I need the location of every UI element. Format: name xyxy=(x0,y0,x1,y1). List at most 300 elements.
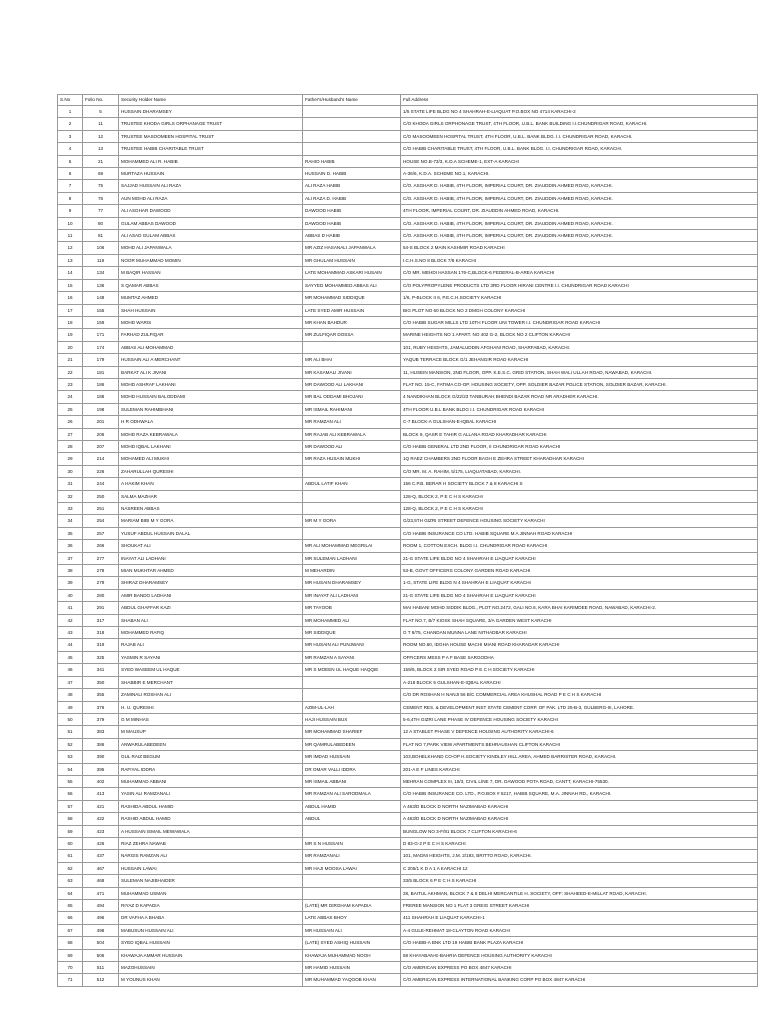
address-cell: 21-G STATE LIFE BLDG NO 4 SHAHRAH E LIAQUAT KARACHI xyxy=(401,589,758,601)
table-row xyxy=(58,639,758,651)
address-cell: C/O AMERICAN EXPRESS INTERNATIONAL BANKING CORP PO BOX 4847 KARACHI xyxy=(401,974,758,986)
folio-cell: 206 xyxy=(83,428,119,440)
table-row xyxy=(58,974,758,986)
sno-cell: 52 xyxy=(58,738,83,750)
address-cell: BIG PLOT NO 60 BLOCK NO 2 DMGH COLONY KARACHI xyxy=(401,304,758,316)
folio-cell: 512 xyxy=(83,974,119,986)
address-cell: G T 8/75, CHANDAN MUNNA LANE NITHADBAR KARACHI xyxy=(401,627,758,639)
folio-cell: 421 xyxy=(83,800,119,812)
holder-name-cell: MOHD WARIS xyxy=(119,316,303,328)
folio-cell: 386 xyxy=(83,738,119,750)
table-row xyxy=(58,143,758,155)
table-row xyxy=(58,689,758,701)
sno-cell: 38 xyxy=(58,565,83,577)
folio-cell: 467 xyxy=(83,862,119,874)
address-cell: 33/5 BLOCK 6 P E C H S KARACHI xyxy=(401,875,758,887)
holder-name-cell: BARKAT ALI K JIVANI xyxy=(119,366,303,378)
father-name-cell xyxy=(303,106,401,118)
father-name-cell: MR DAWOOD ALI LAKHANI xyxy=(303,378,401,390)
folio-cell: 471 xyxy=(83,887,119,899)
holder-name-cell: RAFIYAL IDDRA xyxy=(119,763,303,775)
holder-name-cell: MUMTAZ AHMED xyxy=(119,292,303,304)
address-cell: C/O. ASGHAR D. HABIB, 4TH FLOOR, IMPERIAL COURT, DR. ZIAUDDIN AHMED ROAD, KARACHI. xyxy=(401,217,758,229)
sno-cell: 4 xyxy=(58,143,83,155)
father-name-cell xyxy=(303,825,401,837)
address-cell: 128-Q, BLOCK 2, P E C H S KARACHI xyxy=(401,490,758,502)
father-name-cell xyxy=(303,143,401,155)
shareholder-register-sheet xyxy=(57,94,758,987)
sno-header: S.No xyxy=(58,95,83,106)
sno-cell: 45 xyxy=(58,651,83,663)
holder-name-cell: M BAQIR HASSAN xyxy=(119,267,303,279)
sno-cell: 64 xyxy=(58,887,83,899)
folio-cell: 148 xyxy=(83,292,119,304)
table-row xyxy=(58,676,758,688)
address-cell: 128-Q, BLOCK 2, P E C H S KARACHI xyxy=(401,503,758,515)
folio-header: Folio No. xyxy=(83,95,119,106)
folio-cell: 80 xyxy=(83,217,119,229)
father-name-cell: LATE ABBAS BHOY xyxy=(303,912,401,924)
holder-name-cell: A HUSSAIN ISMAIL MEWAWALA xyxy=(119,825,303,837)
header-row xyxy=(58,95,758,106)
father-name-cell: MR KHAN BAHDUR xyxy=(303,316,401,328)
holder-name-cell: INAYAT ALI LADHANI xyxy=(119,552,303,564)
father-name-cell: HUSSAIN D. HABIB xyxy=(303,168,401,180)
holder-name-cell: FARHAD ZULFIQAR xyxy=(119,329,303,341)
folio-cell: 341 xyxy=(83,664,119,676)
table-row xyxy=(58,292,758,304)
holder-name-cell: SULEMAN NAJIBHAIDER xyxy=(119,875,303,887)
folio-cell: 207 xyxy=(83,440,119,452)
sno-cell: 29 xyxy=(58,453,83,465)
address-cell: 1Q RAEZ CHAMBERS 2ND FLOOR BAGH E ZEHRA STREET KHARADHAR KARACHI xyxy=(401,453,758,465)
table-row xyxy=(58,391,758,403)
table-row xyxy=(58,465,758,477)
folio-cell: 383 xyxy=(83,726,119,738)
table-row xyxy=(58,316,758,328)
father-name-cell xyxy=(303,875,401,887)
father-name-cell: MR MOHAMMED ALI xyxy=(303,614,401,626)
address-cell: C/O. ASGHAR D. HABIB, 4TH FLOOR, IMPERIAL COURT, DR. ZIAUDDIN AHMED ROAD, KARACHI. xyxy=(401,192,758,204)
sno-cell: 3 xyxy=(58,130,83,142)
address-cell: 4 NANDIKHAN BLOCK G/22/23 TANBURAH BHENDI BAZAR ROAD NR ARADHER KARACHI. xyxy=(401,391,758,403)
folio-cell: 511 xyxy=(83,962,119,974)
folio-cell: 13 xyxy=(83,143,119,155)
folio-cell: 251 xyxy=(83,503,119,515)
table-row xyxy=(58,651,758,663)
father-name-cell: MR RAJAB ALI KEBRAWALA xyxy=(303,428,401,440)
address-cell: 12 A STABLET PHASE V DEFENCE HOUSING AUTHORITY KARACHI-6 xyxy=(401,726,758,738)
folio-cell: 244 xyxy=(83,478,119,490)
address-cell: C/O HABIB INSURANCE CO LTD. HABIB SQUARE M A JINNAH ROAD KARACHI xyxy=(401,527,758,539)
holder-name-cell: YASMIN R SAYANI xyxy=(119,651,303,663)
father-name-cell: DR OMAR VALLI IDDRA xyxy=(303,763,401,775)
holder-name-cell: MAZOHUSSAIN xyxy=(119,962,303,974)
sno-cell: 5 xyxy=(58,155,83,167)
address-cell: C/O POLYPROPYLENE PRODUCTS LTD 3RD FLOOR HIRANI CENTRE I.I. CHUNDRIGAR ROAD KARACHI xyxy=(401,279,758,291)
table-row xyxy=(58,788,758,800)
folio-cell: 188 xyxy=(83,391,119,403)
holder-name-cell: MOHD IQBAL LAKHANI xyxy=(119,440,303,452)
father-name-cell: MR TAYOOB xyxy=(303,602,401,614)
table-row xyxy=(58,329,758,341)
holder-name-cell: MOHAMMED RAFIQ xyxy=(119,627,303,639)
sno-cell: 22 xyxy=(58,366,83,378)
sno-cell: 70 xyxy=(58,962,83,974)
sno-cell: 47 xyxy=(58,676,83,688)
address-cell: BUNGLOW NO 3-F/81 BLOCK 7 CLIFTON KARACHI-6 xyxy=(401,825,758,837)
holder-name-cell: MOHAMMED ALI R. HABIB xyxy=(119,155,303,167)
father-name-cell: MR HAJI MOOSA LAWAI xyxy=(303,862,401,874)
folio-cell: 278 xyxy=(83,565,119,577)
address-cell: 4TH FLOOR, IMPERIAL COURT, DR. ZIAUDDIN AHMED ROAD, KARACHI. xyxy=(401,205,758,217)
sno-cell: 39 xyxy=(58,577,83,589)
sno-cell: 49 xyxy=(58,701,83,713)
address-cell: 53-B, GOVT OFFICERS COLONY GARDEN ROAD KARACHI xyxy=(401,565,758,577)
sno-cell: 43 xyxy=(58,627,83,639)
table-row xyxy=(58,168,758,180)
father-name-cell: AZIM-UL-LAH xyxy=(303,701,401,713)
father-name-cell xyxy=(303,689,401,701)
table-row xyxy=(58,192,758,204)
folio-cell: 422 xyxy=(83,813,119,825)
father-name-cell: MR ISMAIL ABBANI xyxy=(303,775,401,787)
holder-name-cell: ZAMINALI ROSHAN ALI xyxy=(119,689,303,701)
table-row xyxy=(58,217,758,229)
table-row xyxy=(58,354,758,366)
table-row xyxy=(58,800,758,812)
sno-cell: 41 xyxy=(58,602,83,614)
holder-name-cell: H. U. QURESHI xyxy=(119,701,303,713)
folio-cell: 171 xyxy=(83,329,119,341)
father-name-cell: SAYYED MOHAMMED ABBAS ALI xyxy=(303,279,401,291)
father-name-cell: MR MUHAMMAD YAQOOB KHAN xyxy=(303,974,401,986)
holder-name-cell: ABDUL GHAFFAR KAZI xyxy=(119,602,303,614)
address-cell: C/O HABIB INSURANCE CO. LTD., P.O.BOX # 5217, HABIB SQUARE, M.A. JINNAH RD., KARACHI. xyxy=(401,788,758,800)
sno-cell: 58 xyxy=(58,813,83,825)
father-name-cell: MR QAMRULABEDEEN xyxy=(303,738,401,750)
sno-cell: 40 xyxy=(58,589,83,601)
sno-cell: 14 xyxy=(58,267,83,279)
folio-cell: 214 xyxy=(83,453,119,465)
father-name-cell: LATE MOHAMMAD ASKARI HUSAIN xyxy=(303,267,401,279)
holder-name-cell: TRUSTEE KHODA GIRLS ORPHANAGE TRUST xyxy=(119,118,303,130)
folio-cell: 390 xyxy=(83,751,119,763)
table-row xyxy=(58,726,758,738)
table-row xyxy=(58,503,758,515)
address-cell: A-4 GULE-REHMAT 18-CLAYTON ROAD KARACHI xyxy=(401,924,758,936)
folio-cell: 136 xyxy=(83,279,119,291)
father-name-cell: MR RAMZAN ALI xyxy=(303,416,401,428)
address-cell: C/O AMERICAN EXPRESS PO BOX 4847 KARACHI xyxy=(401,962,758,974)
folio-cell: 376 xyxy=(83,701,119,713)
holder-name-cell: MOHD ALI JAPANWALA xyxy=(119,242,303,254)
sno-cell: 42 xyxy=(58,614,83,626)
holder-name-cell: RIAZ ZEHRA NAWAB xyxy=(119,837,303,849)
sno-cell: 56 xyxy=(58,788,83,800)
sno-cell: 61 xyxy=(58,850,83,862)
father-name-cell: MR ZULFIQAR DOSSA xyxy=(303,329,401,341)
father-name-cell: MR M Y GORA xyxy=(303,515,401,527)
table-row xyxy=(58,267,758,279)
address-cell: A 463/D BLOCK D NORTH NAZIMABAD KARACHI xyxy=(401,813,758,825)
father-name-cell: MR AZIZ HASANALI JAPANWALA xyxy=(303,242,401,254)
address-cell: 5-6,4TH GIZRI LANE PHASE IV DEFENCE HOUSING SOCIETY KARACHI xyxy=(401,713,758,725)
folio-cell: 504 xyxy=(83,937,119,949)
father-name-cell: MR RAMZAN ALI SARODMALA xyxy=(303,788,401,800)
address-cell: A-218 BLOCK 5 GULSHAN-E-IQBAL KARACHI xyxy=(401,676,758,688)
table-row xyxy=(58,130,758,142)
father-name-cell: MR ALI MOHAMMAD MEGRILAI xyxy=(303,540,401,552)
sno-cell: 27 xyxy=(58,428,83,440)
address-cell: C-7 BLOCK-A GULSHAN-E-IQBAL KARACHI xyxy=(401,416,758,428)
table-row xyxy=(58,106,758,118)
holder-name-cell: SULEMAN RAHIMBHANI xyxy=(119,403,303,415)
sno-cell: 24 xyxy=(58,391,83,403)
address-cell: G/23,5TH GIZRI STREET DEFENCE HOUSING SOCIETY KARACHI xyxy=(401,515,758,527)
address-cell: 103,BOHELKHAND CO-OP H.SOCIETY KINDLEY HILL AREA, AHMED BARRISTER ROAD, KARACHI. xyxy=(401,751,758,763)
father-name-cell: ALI RAZA D. HABIB xyxy=(303,192,401,204)
folio-cell: 181 xyxy=(83,366,119,378)
holder-name-header: Security Holder Name xyxy=(119,95,303,106)
address-cell: 1/6, P-BLOCK II 6, P.E.C.H.SOCIETY KARACHI xyxy=(401,292,758,304)
table-row xyxy=(58,378,758,390)
holder-name-cell: DR VAFHA A BHABA xyxy=(119,912,303,924)
table-row xyxy=(58,627,758,639)
sno-cell: 23 xyxy=(58,378,83,390)
sno-cell: 20 xyxy=(58,341,83,353)
table-row xyxy=(58,937,758,949)
father-name-cell: MR SIDDIQUE xyxy=(303,627,401,639)
address-cell: C/O. ASGHAR D. HABIB, 4TH FLOOR, IMPERIAL COURT, DR. ZIAUDDIN AHMED ROAD, KARACHI. xyxy=(401,230,758,242)
holder-name-cell: SHIRAZ DHARAMSEY xyxy=(119,577,303,589)
folio-cell: 174 xyxy=(83,341,119,353)
holder-name-cell: MOHD HUSSAIN BALODDAMI xyxy=(119,391,303,403)
father-name-cell: (LATE) SYED ASHIQ HUSSAIN xyxy=(303,937,401,949)
holder-name-cell: SHOUKAT ALI xyxy=(119,540,303,552)
holder-name-cell: ANWARULABEDEEN xyxy=(119,738,303,750)
father-name-cell: ABDUL HAMID xyxy=(303,800,401,812)
table-row xyxy=(58,428,758,440)
table-row xyxy=(58,912,758,924)
table-row xyxy=(58,205,758,217)
table-row xyxy=(58,577,758,589)
sno-cell: 31 xyxy=(58,478,83,490)
folio-cell: 257 xyxy=(83,527,119,539)
folio-cell: 426 xyxy=(83,837,119,849)
father-name-cell: MR S MOEEN UL HAQUE HAQQIE xyxy=(303,664,401,676)
sno-cell: 8 xyxy=(58,192,83,204)
table-row xyxy=(58,304,758,316)
father-name-cell: MR ISMAIL RAHIMANI xyxy=(303,403,401,415)
father-name-cell xyxy=(303,118,401,130)
address-cell: 101, MADNI HEIGHTS, J.M. 2/193, BRITTO ROAD, KARACHI. xyxy=(401,850,758,862)
sno-cell: 54 xyxy=(58,763,83,775)
sno-cell: 50 xyxy=(58,713,83,725)
table-row xyxy=(58,900,758,912)
sno-cell: 10 xyxy=(58,217,83,229)
holder-name-cell: RASHID ABDUL HAMID xyxy=(119,813,303,825)
table-row xyxy=(58,589,758,601)
address-cell: C/O MASOOMEEN HOSPITAL TRUST, 4TH FLOOR, U.B.L. BANK BLDG. I.I. CHUNDRIGAR ROAD, KARACHI. xyxy=(401,130,758,142)
holder-name-cell: NARGIS RAMZAN ALI xyxy=(119,850,303,862)
table-row xyxy=(58,875,758,887)
table-row xyxy=(58,565,758,577)
holder-name-cell: NOOR MUHAMMAD MOMIN xyxy=(119,254,303,266)
address-cell: C/O DR ROSHAN H NANJI 56 B/C COMMERCIAL AREA KHUSHAL ROAD P E C H S KARACHI xyxy=(401,689,758,701)
sno-cell: 55 xyxy=(58,775,83,787)
father-name-cell: KHAWAJA MUHAMMAD NOOH xyxy=(303,949,401,961)
address-cell: ROOM NO.60, IDGHA HOUSE MACHI MIANI ROAD KHARADAR KARACHI xyxy=(401,639,758,651)
folio-cell: 134 xyxy=(83,267,119,279)
table-row xyxy=(58,155,758,167)
holder-name-cell: A HAKIM KHAN xyxy=(119,478,303,490)
folio-cell: 402 xyxy=(83,775,119,787)
sno-cell: 66 xyxy=(58,912,83,924)
address-cell: 1/5 STATE LIFE BLDG NO 4 SHAHRAH-E-LIAQUAT P.O.BOX NO 4714 KARACHI-2 xyxy=(401,106,758,118)
holder-name-cell: TRUSTEE HABIB CHARITABLE TRUST xyxy=(119,143,303,155)
sno-cell: 6 xyxy=(58,168,83,180)
folio-cell: 379 xyxy=(83,713,119,725)
table-row xyxy=(58,924,758,936)
address-cell: 4TH FLOOR U.B.L BANK BLDG I.I. CHUNDRIGAR ROAD KARACHI xyxy=(401,403,758,415)
address-cell: 1-G, STATE LIFE BLDG N 4 SHAHRAH E LIAQUAT KARACHI xyxy=(401,577,758,589)
folio-cell: 413 xyxy=(83,788,119,800)
address-cell: ROOM 1, COTTON EXCH. BLDG I.I. CHUNDRIGAR ROAD KARACHI xyxy=(401,540,758,552)
folio-cell: 226 xyxy=(83,465,119,477)
folio-cell: 68 xyxy=(83,168,119,180)
table-row xyxy=(58,416,758,428)
address-cell: 411 SHAHRAH E LIAQUAT KARACHI-1 xyxy=(401,912,758,924)
folio-cell: 11 xyxy=(83,118,119,130)
father-name-cell: MR MOHAMMAD SHARIEF xyxy=(303,726,401,738)
table-row xyxy=(58,701,758,713)
father-name-cell: DAWOOD HABIB xyxy=(303,217,401,229)
folio-cell: 423 xyxy=(83,825,119,837)
folio-cell: 250 xyxy=(83,490,119,502)
table-body xyxy=(58,106,758,987)
folio-cell: 12 xyxy=(83,130,119,142)
folio-cell: 254 xyxy=(83,515,119,527)
father-name-cell: MR HAMID HUSSAIN xyxy=(303,962,401,974)
father-name-header: Father's/Husband's Name xyxy=(303,95,401,106)
holder-name-cell: SAJJAD HUSSAIN ALI RAZA xyxy=(119,180,303,192)
folio-cell: 119 xyxy=(83,254,119,266)
holder-name-cell: H R ODHWALA xyxy=(119,416,303,428)
sno-cell: 7 xyxy=(58,180,83,192)
table-row xyxy=(58,751,758,763)
holder-name-cell: NASREEN ABBAS xyxy=(119,503,303,515)
folio-cell: 506 xyxy=(83,949,119,961)
folio-cell: 106 xyxy=(83,242,119,254)
table-row xyxy=(58,552,758,564)
address-cell: C/O KHODA GIRLS ORPHONAGE TRUST, 4TH FLOOR, U.B.L. BANK BUILDING I.I.CHUNDRIGAR ROAD, KARACHI. xyxy=(401,118,758,130)
table-row xyxy=(58,527,758,539)
table-row xyxy=(58,254,758,266)
holder-name-cell: M MAUSUP xyxy=(119,726,303,738)
sno-cell: 37 xyxy=(58,552,83,564)
sno-cell: 62 xyxy=(58,862,83,874)
father-name-cell: MR MOHAMMAD SIDDIQUE xyxy=(303,292,401,304)
holder-name-cell: GUL RAIZ BEGUM xyxy=(119,751,303,763)
address-cell: MARINE HEIGHTS NO 1 APART. NO 402 G-2, BLOCK NO 2 CLIFTON KARACHI xyxy=(401,329,758,341)
address-cell: 28, BAITUL AKHMAN, BLOCK 7 & 8 DELHI MERCANTILE H. SOCIETY, OFF: SHAHEED-E-MILLAT ROAD, KARACHI. xyxy=(401,887,758,899)
sno-cell: 71 xyxy=(58,974,83,986)
holder-name-cell: AMIR BANDO LADHANI xyxy=(119,589,303,601)
father-name-cell: MR SULEMAN LADHANI xyxy=(303,552,401,564)
holder-name-cell: RASHIDA ABDUL HAMID xyxy=(119,800,303,812)
father-name-cell: MR S N HUSSAIN xyxy=(303,837,401,849)
sno-cell: 26 xyxy=(58,416,83,428)
table-row xyxy=(58,763,758,775)
address-cell: HOUSE NO.B-73/3, K.D.A SCHEME-1, EXT-A KARACHI xyxy=(401,155,758,167)
holder-name-cell: MOHAMED ALI MUKHI xyxy=(119,453,303,465)
folio-cell: 75 xyxy=(83,180,119,192)
sno-cell: 67 xyxy=(58,924,83,936)
folio-cell: 186 xyxy=(83,378,119,390)
father-name-cell xyxy=(303,341,401,353)
holder-name-cell: SHABBIR E MERCHANT xyxy=(119,676,303,688)
father-name-cell: RAHIO HABIB xyxy=(303,155,401,167)
holder-name-cell: ALI ASAD GULAM ABBAS xyxy=(119,230,303,242)
sno-cell: 13 xyxy=(58,254,83,266)
holder-name-cell: SYED WASEEM UL HAQUE xyxy=(119,664,303,676)
holder-name-cell: RAJAB ALI xyxy=(119,639,303,651)
sno-cell: 32 xyxy=(58,490,83,502)
sno-cell: 44 xyxy=(58,639,83,651)
holder-name-cell: SHAH HUSSAIN xyxy=(119,304,303,316)
holder-name-cell: ZAHARULLAH QURESHI xyxy=(119,465,303,477)
folio-cell: 494 xyxy=(83,900,119,912)
table-row xyxy=(58,887,758,899)
address-cell: 11, HUSEIN MANSION, 2ND FLOOR, OPP. K.E.S.C. GRID STATION, SHAH WALI ULLAH ROAD, NAWABAD, KARACHI. xyxy=(401,366,758,378)
holder-name-cell: G M MINHAS xyxy=(119,713,303,725)
father-name-cell xyxy=(303,465,401,477)
folio-cell: 291 xyxy=(83,602,119,614)
father-name-cell: MR ALI BHAI xyxy=(303,354,401,366)
sno-cell: 63 xyxy=(58,875,83,887)
table-row xyxy=(58,403,758,415)
address-cell: FLAT NO.7, B/7 KIOSK SHAH SQUARE, 3/A GARDEN WEST KARACHI xyxy=(401,614,758,626)
address-cell: 54-S BLOCK 2 MAIN KASHMIR ROAD KARACHI xyxy=(401,242,758,254)
holder-name-cell: SHABAN ALI xyxy=(119,614,303,626)
table-row xyxy=(58,837,758,849)
table-row xyxy=(58,515,758,527)
table-row xyxy=(58,614,758,626)
sno-cell: 57 xyxy=(58,800,83,812)
folio-cell: 277 xyxy=(83,552,119,564)
sno-cell: 28 xyxy=(58,440,83,452)
folio-cell: 159 xyxy=(83,316,119,328)
holder-name-cell: MABUSUN HUSSAIN ALI xyxy=(119,924,303,936)
folio-cell: 395 xyxy=(83,763,119,775)
folio-cell: 201 xyxy=(83,416,119,428)
address-cell: C/O MR. M. A. RAHIM, 5/175, LIAQUATABAD, KARACHI. xyxy=(401,465,758,477)
address-cell: MAI HABANI MOHD SIDDIK BLDG., PLOT NO.2472, GALI NO.6, KARA BHAI KARIMDEE ROAD, NAWABAD, KARACHI-2. xyxy=(401,602,758,614)
address-cell: FLAT NO. 15-C, FATIMA CO-OP. HOUSING SOCIETY, OPP. SOLDIER BAZAR POLICE STATION, SOLDIER BAZAR, KARACHI. xyxy=(401,378,758,390)
table-row xyxy=(58,242,758,254)
holder-name-cell: SYED IQBAL HUSSAIN xyxy=(119,937,303,949)
sno-cell: 68 xyxy=(58,937,83,949)
table-row xyxy=(58,453,758,465)
father-name-cell: HAJI HUSSAIN BUX xyxy=(303,713,401,725)
holder-name-cell: MOHD RAZA KEBRAWALA xyxy=(119,428,303,440)
father-name-cell: MR RAZA HUSAIN MUKHI xyxy=(303,453,401,465)
address-cell: YAQUB TERRACE BLOCK G/1 JEHANGIR ROAD KARACHI xyxy=(401,354,758,366)
sno-cell: 65 xyxy=(58,900,83,912)
sno-cell: 33 xyxy=(58,503,83,515)
holder-name-cell: M YOUNUS KHAN xyxy=(119,974,303,986)
